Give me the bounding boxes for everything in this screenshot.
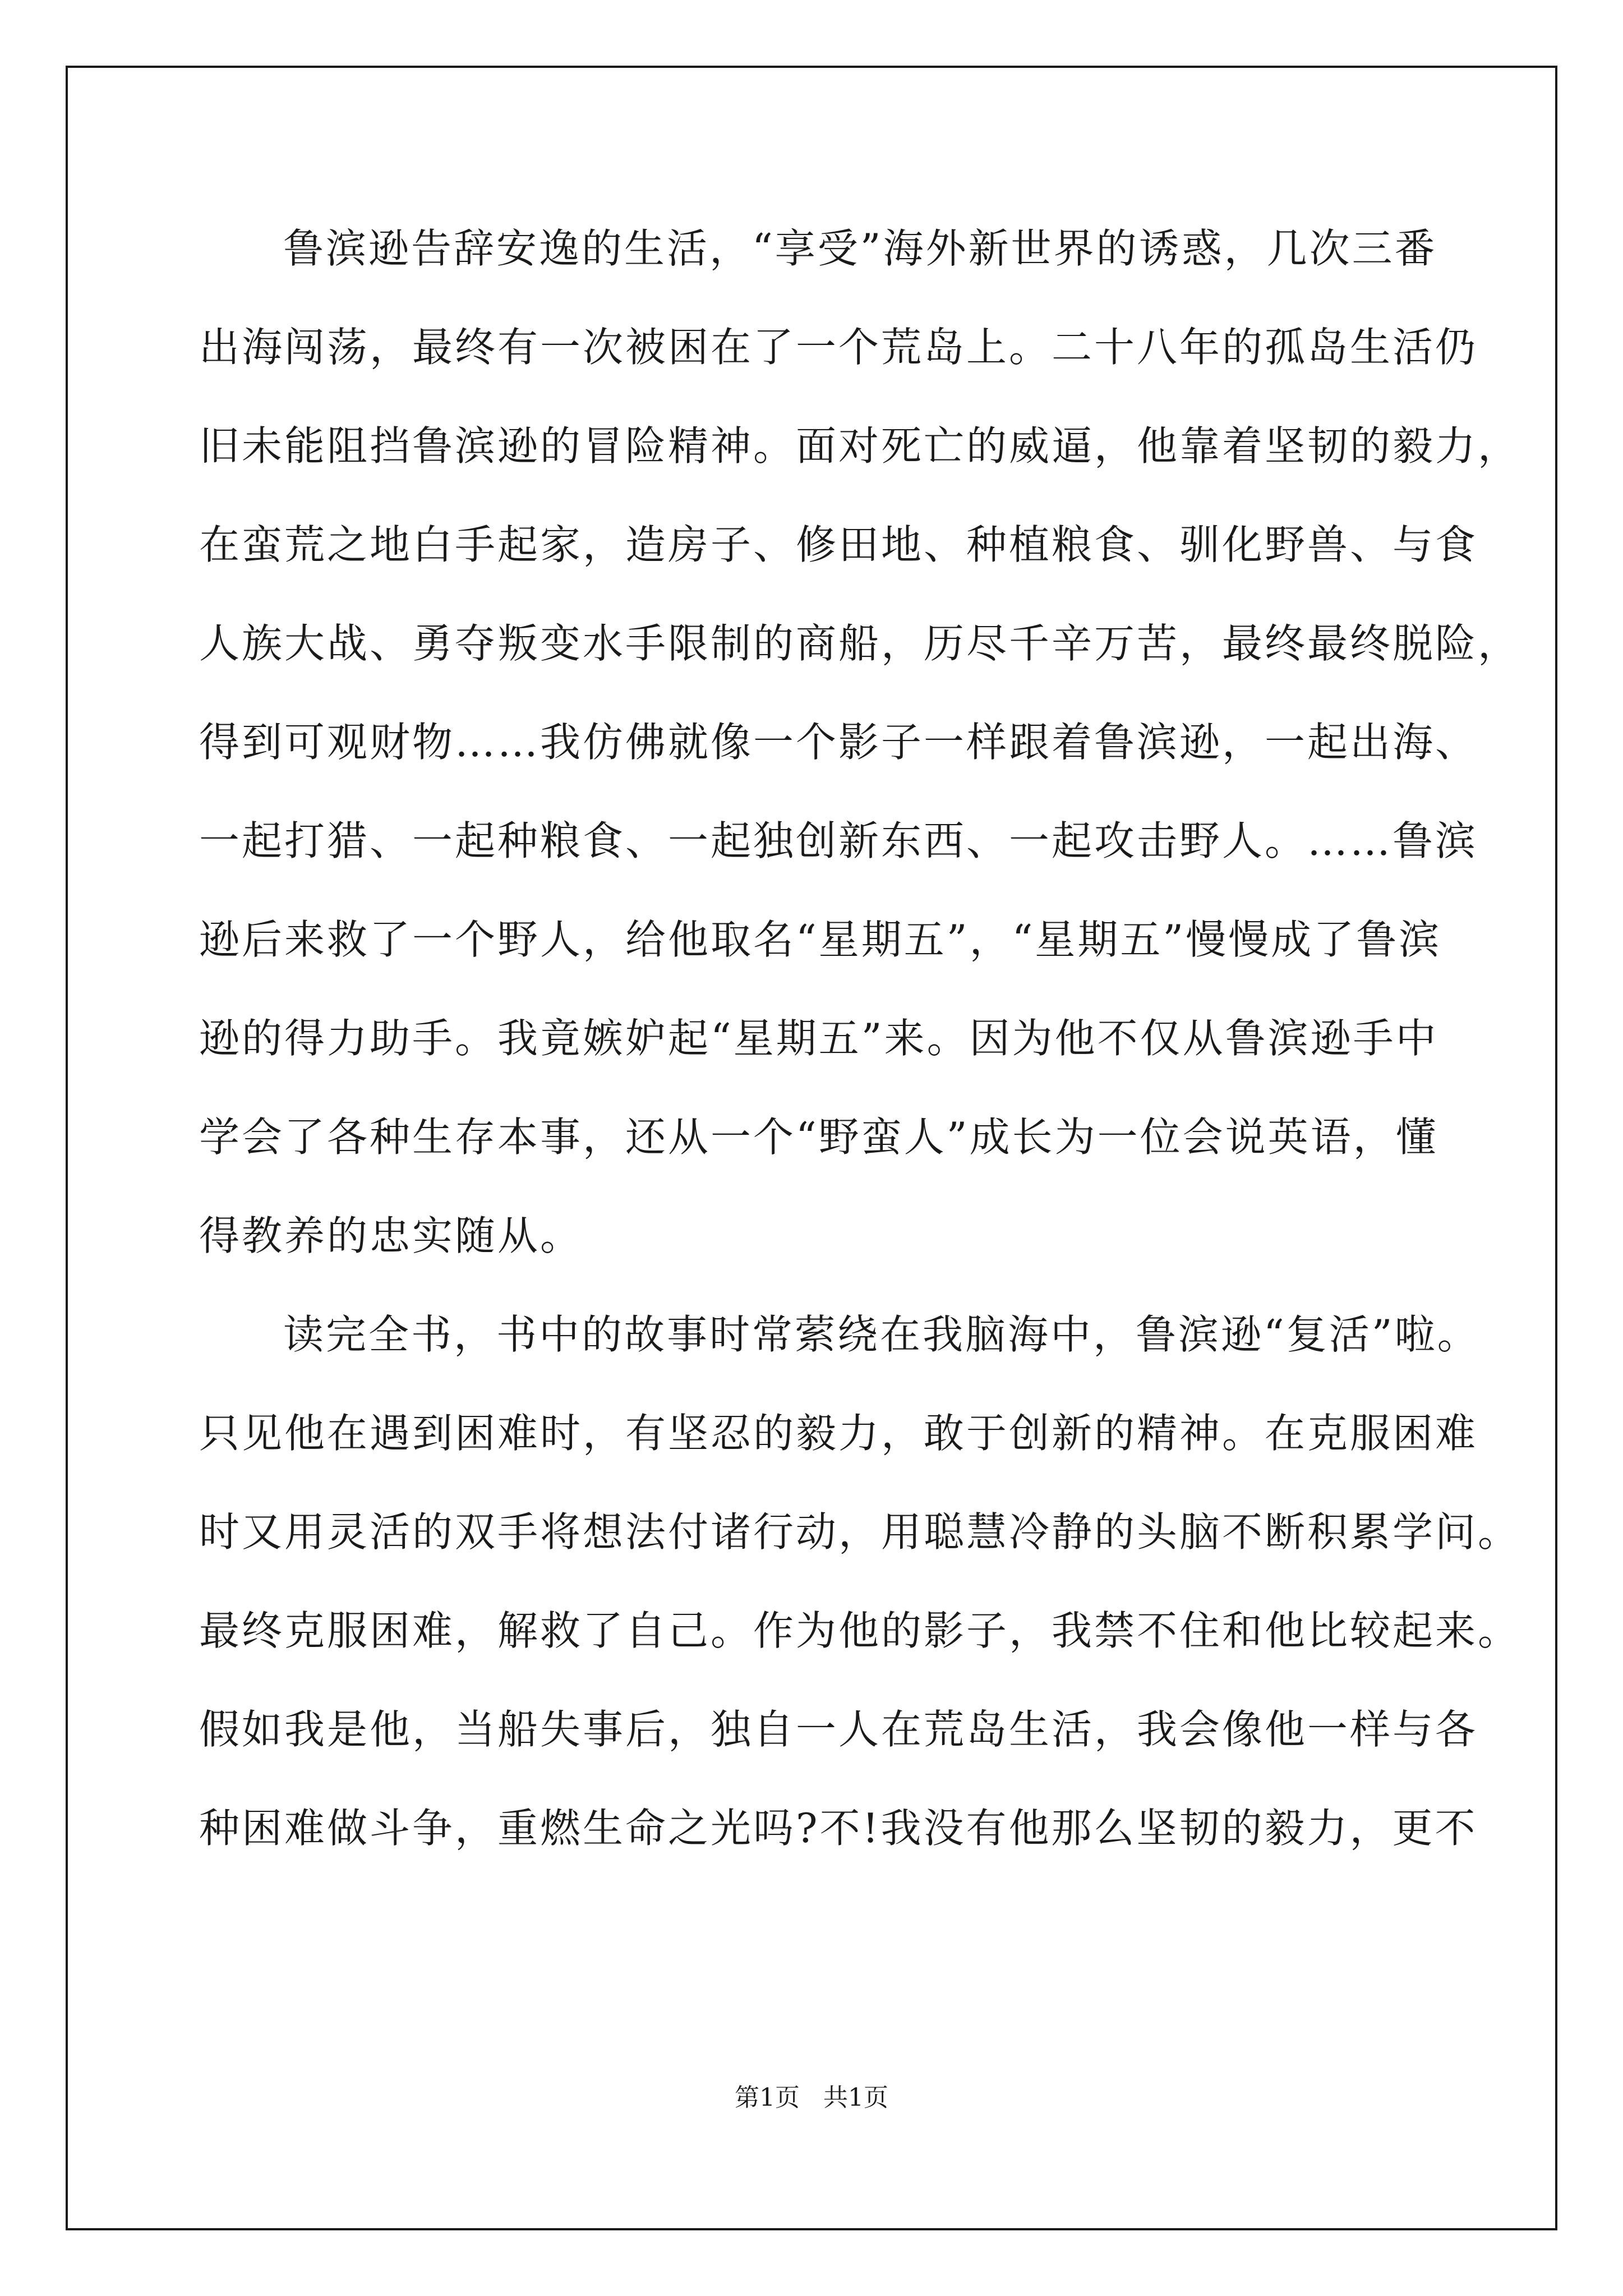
text-line: 读完全书，书中的故事时常萦绕在我脑海中，鲁滨逊“复活”啦。 xyxy=(283,1311,1480,1358)
text-line: 人族大战、勇夺叛变水手限制的商船，历尽千辛万苦，最终最终脱险， xyxy=(199,620,1521,667)
text-line: 鲁滨逊告辞安逸的生活，“享受”海外新世界的诱惑，几次三番 xyxy=(283,225,1437,272)
text-line: 种困难做斗争，重燃生命之光吗?不!我没有他那么坚韧的毅力，更不 xyxy=(199,1805,1478,1852)
text-line: 最终克服困难，解救了自己。作为他的影子，我禁不住和他比较起来。 xyxy=(199,1607,1521,1654)
text-line: 只见他在遇到困难时，有坚忍的毅力，敢于创新的精神。在克服困难 xyxy=(199,1410,1478,1457)
text-line: 得到可观财物……我仿佛就像一个影子一样跟着鲁滨逊，一起出海、 xyxy=(199,719,1478,766)
page-number-footer: 第1页 共1页 xyxy=(735,2083,888,2112)
text-line: 逊后来救了一个野人，给他取名“星期五”，“星期五”慢慢成了鲁滨 xyxy=(199,916,1442,963)
text-line: 时又用灵活的双手将想法付诸行动，用聪慧冷静的头脑不断积累学问。 xyxy=(199,1508,1521,1556)
paragraph-1 xyxy=(199,199,1521,1285)
text-line: 假如我是他，当船失事后，独自一人在荒岛生活，我会像他一样与各 xyxy=(199,1706,1478,1753)
text-line: 在蛮荒之地白手起家，造房子、修田地、种植粮食、驯化野兽、与食 xyxy=(199,521,1478,568)
document-body xyxy=(199,199,1521,1878)
text-line: 得教养的忠实随从。 xyxy=(199,1212,583,1259)
text-line: 学会了各种生存本事，还从一个“野蛮人”成长为一位会说英语，懂 xyxy=(199,1114,1438,1161)
text-line: 旧未能阻挡鲁滨逊的冒险精神。面对死亡的威逼，他靠着坚韧的毅力， xyxy=(199,422,1521,470)
text-line: 一起打猎、一起种粮食、一起独创新东西、一起攻击野人。……鲁滨 xyxy=(199,817,1478,864)
text-line: 逊的得力助手。我竟嫉妒起“星期五”来。因为他不仅从鲁滨逊手中 xyxy=(199,1015,1438,1062)
paragraph-2 xyxy=(199,1285,1521,1878)
text-line: 出海闯荡，最终有一次被困在了一个荒岛上。二十八年的孤岛生活仍 xyxy=(199,324,1478,371)
